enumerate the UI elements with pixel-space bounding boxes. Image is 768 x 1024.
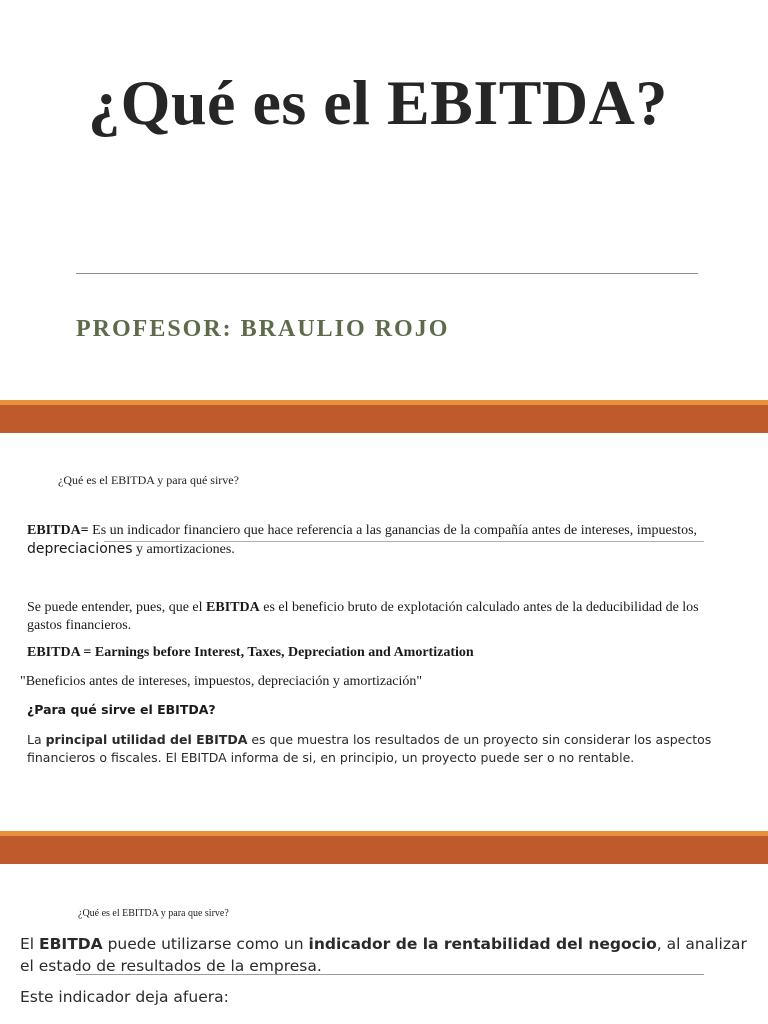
slide-separator <box>0 831 768 864</box>
explanation-bold: EBITDA <box>206 600 260 615</box>
rentabilidad-text: El <box>20 935 40 953</box>
definition-text-end: y amortizaciones. <box>132 542 235 557</box>
ebitda-definition <box>27 521 727 559</box>
slide-title: ¿Qué es el EBITDA? <box>88 67 668 138</box>
rentabilidad-text-mid: puede utilizarse como un <box>102 935 309 953</box>
separator-thick-band <box>0 405 768 433</box>
ebitda-translation: "Beneficios antes de intereses, impuestos, depreciación y amortización" <box>20 674 423 689</box>
slide2-question: ¿Qué es el EBITDA y para qué sirve? <box>58 473 239 487</box>
utility-text-end: es que muestra los resultados de un proyecto sin considerar los aspectos financieros o fiscales. El EBITDA informa de si, en principio, un proyecto puede ser o no rentable. <box>27 732 712 765</box>
explanation-text: Se puede entender, pues, que el <box>27 600 207 615</box>
slide-subtitle: PROFESOR: BRAULIO ROJO <box>76 316 450 342</box>
title-divider <box>76 273 698 274</box>
definition-depreciaciones: depreciaciones <box>27 541 133 557</box>
definition-text: Es un indicador financiero que hace referencia a las ganancias de la compañía antes de intereses, impuestos, <box>88 523 698 538</box>
ebitda-explanation <box>27 599 727 635</box>
rentabilidad-text-end: , al analizar el estado de resultados de la empresa. <box>20 935 747 975</box>
leaves-out-line: Este indicador deja afuera: <box>20 988 229 1006</box>
definition-term: EBITDA= <box>27 523 89 538</box>
utility-text: La <box>27 732 46 747</box>
rentabilidad-paragraph <box>20 933 755 977</box>
slide-separator <box>0 400 768 433</box>
slide3-question: ¿Qué es el EBITDA y para que sirve? <box>78 908 229 919</box>
rentabilidad-bold-ebitda: EBITDA <box>39 935 103 953</box>
ebitda-formula: EBITDA = Earnings before Interest, Taxes, Depreciation and Amortization <box>27 645 474 660</box>
separator-thick-band <box>0 836 768 864</box>
explanation-text-end: es el beneficio bruto de explotación calculado antes de la deducibilidad de los gastos financieros. <box>27 600 699 633</box>
section-heading: ¿Para qué sirve el EBITDA? <box>27 702 216 717</box>
utility-paragraph <box>27 731 727 766</box>
utility-bold: principal utilidad del EBITDA <box>45 732 248 747</box>
rentabilidad-bold-indicator: indicador de la rentabilidad del negocio <box>308 935 657 953</box>
